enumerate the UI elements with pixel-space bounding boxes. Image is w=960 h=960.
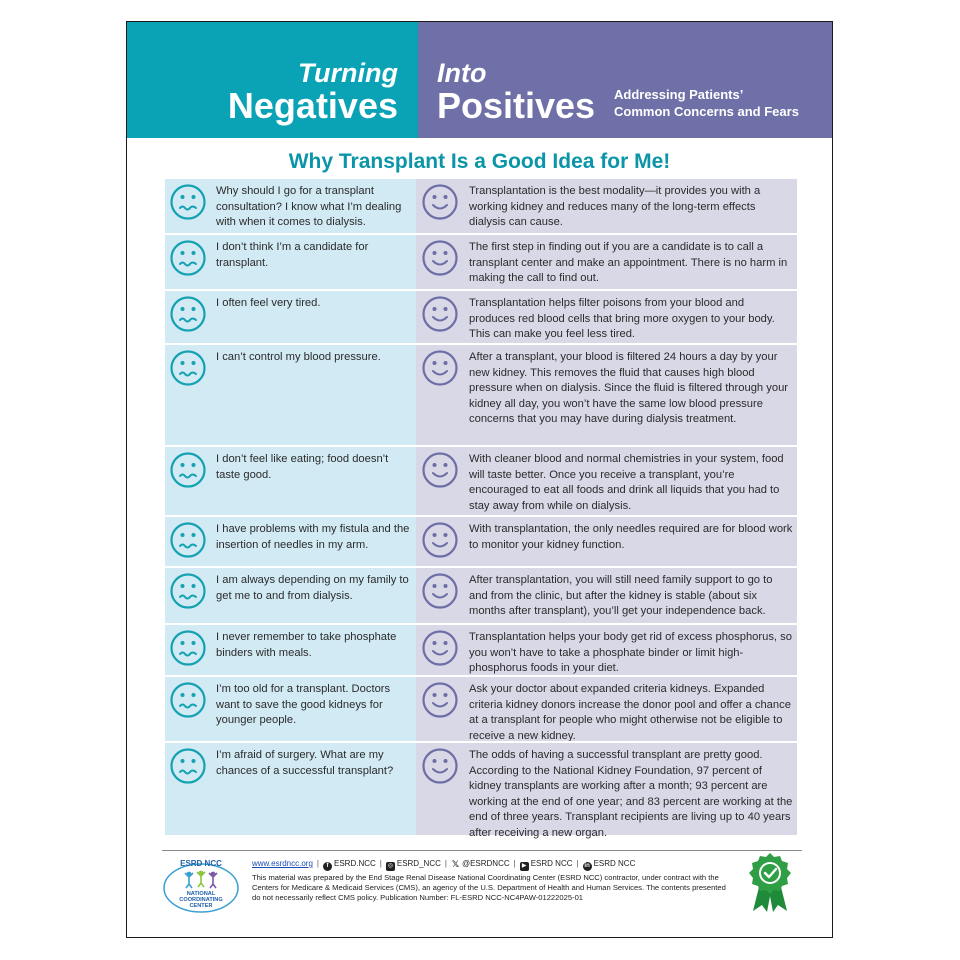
- smiley-face-icon: [421, 183, 459, 221]
- logo-line1: NATIONAL: [186, 891, 216, 897]
- concern-text: I never remember to take phosphate binders with meals.: [216, 631, 397, 659]
- answer-text: Transplantation is the best modality—it provides you with a working kidney and reduces many of the long-term effects dialysis can cause.: [469, 185, 761, 228]
- smiley-face-icon: [421, 629, 459, 667]
- answer-text: After transplantation, you will still need family support to go to and from the clinic, but after the kidney is stable (about six months after transplant), you’ll get your independence back.: [469, 574, 773, 617]
- concern-text: I don’t think I’m a candidate for transplant.: [216, 241, 369, 269]
- answer-cell: [416, 568, 797, 623]
- answer-cell: [416, 235, 797, 289]
- uneasy-face-icon: [169, 349, 207, 387]
- concern-cell: [165, 179, 416, 233]
- smiley-face-icon: [421, 451, 459, 489]
- table-row: [165, 445, 797, 515]
- header-banner: [127, 22, 832, 138]
- uneasy-face-icon: [169, 183, 207, 221]
- header-negatives: Negatives: [227, 85, 398, 126]
- header-left-panel: [127, 22, 418, 138]
- concern-cell: [165, 235, 416, 289]
- answer-cell: [416, 179, 797, 233]
- concern-cell: [165, 743, 416, 835]
- concern-text: I’m afraid of surgery. What are my chances of a successful transplant?: [216, 749, 394, 777]
- concern-text: I don’t feel like eating; food doesn’t taste good.: [216, 453, 389, 481]
- concern-text: I have problems with my fistula and the insertion of needles in my arm.: [216, 523, 410, 551]
- disclaimer-text: This material was prepared by the End Stage Renal Disease National Coordinating Center (ESRD NCC) contractor, under contract with the Centers for Medicare & Medicaid Services (CMS), an agency of the U.S. Department of Health and Human Services. The contents presented do not necessarily reflect CMS policy. Publication Number: FL-ESRD NCC-NC4PAW-01222025-01: [252, 873, 726, 902]
- answer-cell: [416, 345, 797, 445]
- header-positives: Positives: [437, 85, 596, 126]
- table-row: [165, 741, 797, 839]
- answer-text: The first step in finding out if you are a candidate is to call a transplant center and make an appointment. There is no harm in making the call to find out.: [469, 241, 788, 284]
- x-icon: 𝕏: [451, 859, 460, 869]
- award-ribbon-icon: [745, 851, 795, 913]
- concern-cell: [165, 677, 416, 741]
- answer-cell: [416, 677, 797, 741]
- page-title: Why Transplant Is a Good Idea for Me!: [288, 150, 671, 173]
- header-right-panel: [418, 22, 832, 138]
- concern-cell: [165, 568, 416, 623]
- table-row: [165, 289, 797, 343]
- youtube-handle[interactable]: ESRD NCC: [530, 859, 573, 868]
- answer-cell: [416, 291, 797, 343]
- concern-text: I’m too old for a transplant. Doctors want to save the good kidneys for younger people.: [216, 683, 391, 726]
- footer: [162, 850, 802, 930]
- answer-cell: [416, 625, 797, 675]
- concern-text: I am always depending on my family to get me to and from dialysis.: [216, 574, 409, 602]
- uneasy-face-icon: [169, 747, 207, 785]
- concern-cell: [165, 447, 416, 515]
- concern-text: Why should I go for a transplant consultation? I know what I’m dealing with when it comes to dialysis.: [216, 185, 402, 228]
- answer-cell: [416, 447, 797, 515]
- smiley-face-icon: [421, 239, 459, 277]
- table-row: [165, 515, 797, 566]
- concern-text: I often feel very tired.: [216, 297, 321, 309]
- footer-divider: [162, 850, 802, 851]
- handout-page: [126, 21, 833, 938]
- header-turning: Turning: [298, 58, 398, 88]
- instagram-handle[interactable]: ESRD_NCC: [396, 859, 441, 868]
- table-row: [165, 233, 797, 289]
- table-row: [165, 179, 797, 233]
- table-row: [165, 675, 797, 741]
- answer-cell: [416, 517, 797, 566]
- uneasy-face-icon: [169, 295, 207, 333]
- logo-top-text: ESRD NCC: [180, 859, 222, 868]
- social-links: www.esrdncc.org | f ESRD.NCC | ◎ ESRD_NCC | 𝕏 @ESRDNCC | ▶ ESRD NCC | in ESRD NCC: [252, 859, 636, 869]
- smiley-face-icon: [421, 747, 459, 785]
- uneasy-face-icon: [169, 629, 207, 667]
- uneasy-face-icon: [169, 451, 207, 489]
- header-subtitle-line1: Addressing Patients’: [614, 87, 744, 102]
- youtube-icon: ▶: [520, 862, 529, 871]
- smiley-face-icon: [421, 295, 459, 333]
- answer-text: With cleaner blood and normal chemistries in your system, food will taste better. Once you receive a transplant, you’re encouraged to eat all foods and drink all liquids that you had to stay away from while on dialysis.: [469, 453, 784, 512]
- concern-cell: [165, 517, 416, 566]
- smiley-face-icon: [421, 521, 459, 559]
- concern-cell: [165, 345, 416, 445]
- answer-text: After a transplant, your blood is filtered 24 hours a day by your new kidney. This removes the fluid that causes high blood pressure when on dialysis. Since the fluid is filtered through your kidney all day, you won’t have the same low blood pressure concerns that you may have during dialysis treatment.: [469, 351, 789, 425]
- linkedin-handle[interactable]: ESRD NCC: [593, 859, 636, 868]
- table-row: [165, 566, 797, 623]
- smiley-face-icon: [421, 572, 459, 610]
- uneasy-face-icon: [169, 572, 207, 610]
- logo-line3: CENTER: [189, 903, 213, 909]
- header-subtitle-line2: Common Concerns and Fears: [614, 104, 799, 119]
- answer-text: The odds of having a successful transplant are pretty good. According to the National Kidney Foundation, 97 percent of kidney transplants are working after a month; 93 percent are working at the end of one year; and 83 percent are working at the end of three years. Transplant recipients are living up to 40 years after receiving a new organ.: [469, 749, 793, 839]
- table-row: [165, 343, 797, 445]
- concern-cell: [165, 625, 416, 675]
- uneasy-face-icon: [169, 681, 207, 719]
- header-subtitle: [614, 86, 799, 120]
- instagram-icon: ◎: [387, 863, 393, 869]
- smiley-face-icon: [421, 349, 459, 387]
- uneasy-face-icon: [169, 521, 207, 559]
- x-handle[interactable]: @ESRDNCC: [461, 859, 510, 868]
- facebook-handle[interactable]: ESRD.NCC: [334, 859, 376, 868]
- answer-text: Ask your doctor about expanded criteria kidneys. Expanded criteria kidney donors increase the donor pool and offer a chance at a transplant for people who might otherwise not be eligible to receive a new kidney.: [469, 683, 791, 742]
- answer-cell: [416, 743, 797, 839]
- answer-text: Transplantation helps filter poisons from your blood and produces red blood cells that bring more oxygen to your body. This can make you feel less tired.: [469, 297, 775, 340]
- table-row: [165, 623, 797, 675]
- answer-text: Transplantation helps your body get rid of excess phosphorus, so you won’t have to take a phosphate binder or limit high-phosphorus foods in your diet.: [469, 631, 792, 674]
- facebook-icon: f: [323, 862, 332, 871]
- website-link[interactable]: www.esrdncc.org: [252, 859, 313, 868]
- concern-text: I can’t control my blood pressure.: [216, 351, 381, 363]
- answer-text: With transplantation, the only needles required are for blood work to monitor your kidney function.: [469, 523, 793, 551]
- header-into: Into: [437, 58, 487, 88]
- uneasy-face-icon: [169, 239, 207, 277]
- smiley-face-icon: [421, 681, 459, 719]
- esrd-ncc-logo: [162, 857, 240, 915]
- logo-line2: COORDINATING: [179, 897, 223, 903]
- concern-cell: [165, 291, 416, 343]
- concerns-table: [165, 179, 797, 839]
- linkedin-icon: in: [584, 863, 590, 869]
